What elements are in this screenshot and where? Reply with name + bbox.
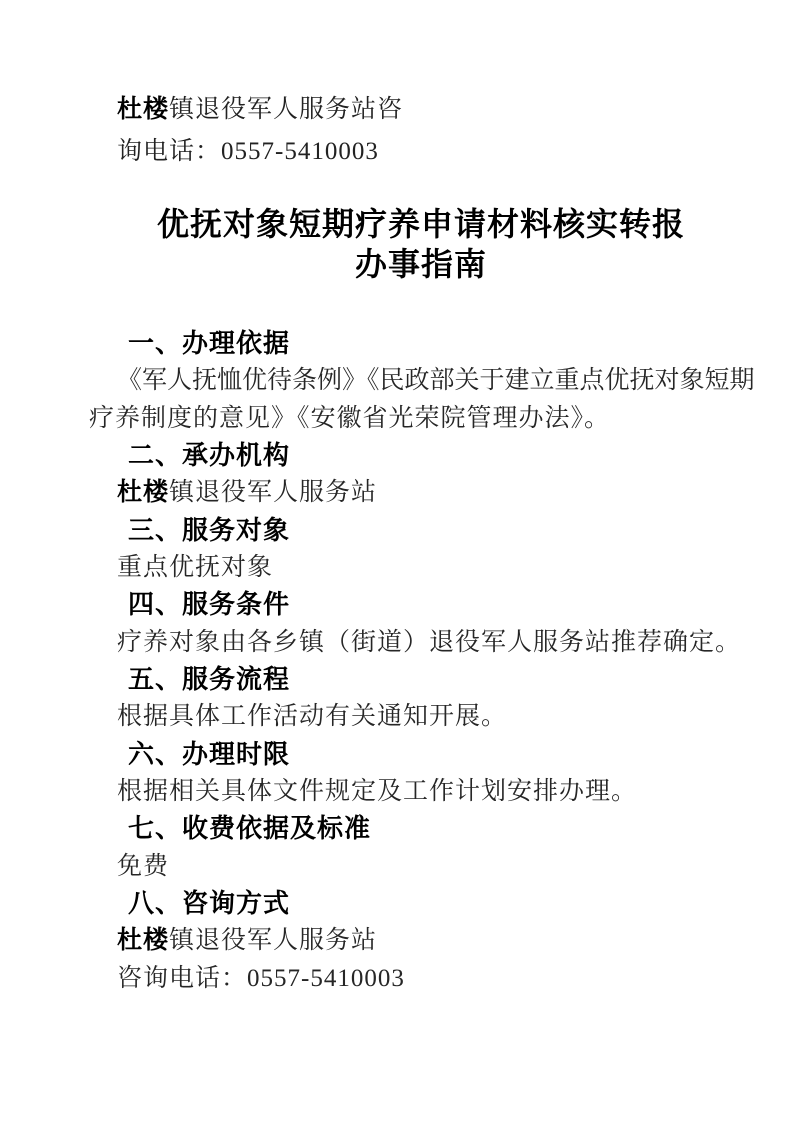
section-3-body: 重点优抚对象 — [117, 553, 274, 581]
document-title-line-1: 优抚对象短期疗养申请材料核实转报 — [156, 206, 685, 242]
section-1-body-line-1: 《军人抚恤优待条例》《民政部关于建立重点优抚对象短期 — [117, 367, 755, 395]
section-8-body-text: 镇退役军人服务站 — [169, 927, 378, 955]
section-2-body-text: 镇退役军人服务站 — [169, 479, 378, 507]
contact-station-bold-prefix: 杜楼 — [117, 95, 170, 123]
section-6-heading: 六、办理时限 — [128, 738, 291, 769]
contact-line-2: 询电话：0557-5410003 — [117, 138, 379, 165]
section-3-heading: 三、服务对象 — [128, 514, 291, 545]
contact-line-1 — [117, 88, 403, 131]
document-body — [89, 325, 753, 997]
section-1-heading: 一、办理依据 — [128, 328, 291, 358]
section-2-body — [89, 474, 753, 511]
section-7-heading: 七、收费依据及标准 — [128, 813, 372, 844]
document-title-line-2: 办事指南 — [354, 246, 487, 282]
section-4-heading: 四、服务条件 — [128, 589, 291, 620]
section-4-body: 疗养对象由各乡镇（街道）退役军人服务站推荐确定。 — [117, 628, 742, 656]
section-8-body-bold-prefix: 杜楼 — [117, 926, 170, 955]
document-title — [89, 204, 753, 284]
section-8-heading: 八、咨询方式 — [128, 887, 291, 918]
section-2-heading: 二、承办机构 — [128, 439, 291, 470]
contact-line-1-text: 镇退役军人服务站咨 — [169, 96, 404, 123]
section-7-body: 免费 — [117, 852, 170, 880]
contact-paragraph — [117, 88, 403, 173]
section-5-body: 根据具体工作活动有关通知开展。 — [117, 703, 508, 731]
section-2-body-bold-prefix: 杜楼 — [117, 478, 170, 507]
section-1-body-line-2: 疗养制度的意见》《安徽省光荣院管理办法》。 — [89, 404, 611, 432]
section-8-phone-line: 咨询电话：0557-5410003 — [117, 964, 405, 992]
section-6-body: 根据相关具体文件规定及工作计划安排办理。 — [117, 777, 638, 805]
section-5-heading: 五、服务流程 — [128, 663, 291, 694]
section-8-body — [89, 922, 753, 959]
